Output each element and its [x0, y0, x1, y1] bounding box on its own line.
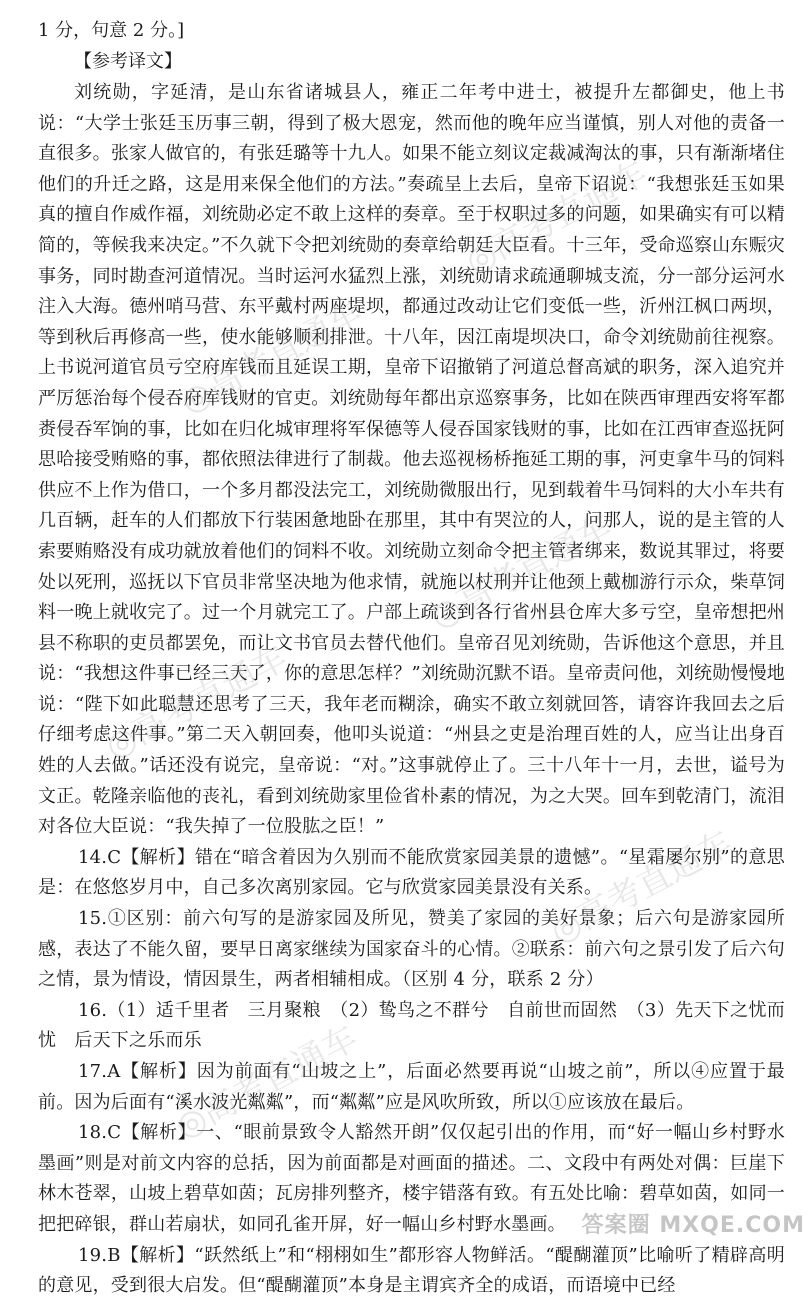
translation-paragraph: 刘统勋，字延清，是山东省诸城县人，雍正二年考中进士，被提升左都御史，他上书说：“大学士张廷玉历事三朝，得到了极大恩宠，然而他的晚年应当谨慎，别人对他的责备一直很多。张家人做官的，有张廷璐等十九人。如果不能立刻议定裁减淘汰的事，只有渐渐堵住他们的升迁之路，这是用来保全他们的方法。”奏疏呈上去后，皇帝下诏说：“我想张廷玉如果真的擅自作威作福，刘统勋必定不敢上这样的奏章。至于权职过多的问题，如果确实有可以精简的，等候我来决定。”不久就下令把刘统勋的奏章给朝廷大臣看。十三年，受命巡察山东赈灾事务，同时勘查河道情况。当时运河水猛烈上涨，刘统勋请求疏通聊城支流，分一部分运河水注入大海。德州哨马营、东平戴村两座堤坝，都通过改动让它们变低一些，沂州江枫口两坝，等到秋后再修高一些，使水能够顺利排泄。十八年，因江南堤坝决口，命令刘统勋前往视察。上书说河道官员亏空府库钱而且延误工期，皇帝下诏撤销了河道总督高斌的职务，深入追究并严厉惩治每个侵吞府库钱财的官吏。刘统勋每年都出京巡察事务，比如在陕西审理西安将军都赉侵吞军饷的事，比如在归化城审理将军保德等人侵吞国家钱财的事，比如在江西审查巡抚阿思哈接受贿赂的事，都依照法律进行了制裁。他去巡视杨桥拖延工期的事，河吏拿牛马的饲料供应不上作为借口，一个多月都没法完工，刘统勋微服出行，见到载着牛马饲料的大小车共有几百辆，赶车的人们都放下行装困惫地卧在那里，其中有哭泣的人，问那人，说的是主管的人索要贿赂没有成功就放着他们的饲料不收。刘统勋立刻命令把主管者绑来，数说其罪过，将要处以死刑，巡抚以下官员非常坚决地为他求情，就施以杖刑并让他颈上戴枷游行示众，柴草饲料一晚上就收完了。过一个月就完工了。户部上疏谈到各行省州县仓库大多亏空，皇帝想把州县不称职的吏员都罢免，而让文书官员去替代他们。皇帝召见刘统勋，告诉他这个意思，并且说：“我想这件事已经三天了，你的意思怎样？”刘统勋沉默不语。皇帝责问他，刘统勋慢慢地说：“陛下如此聪慧还思考了三天，我年老而糊涂，确实不敢立刻就回答，请容许我回去之后仔细考虑这件事。”第二天入朝回奏，他叩头说道：“州县之吏是治理百姓的人，应当让出身百姓的人去做。”话还没有说完，皇帝说：“对。”这事就停止了。三十八年十一月，去世，谥号为文正。乾隆亲临他的丧礼，看到刘统勋家里俭省朴素的情况，为之大哭。回车到乾清门，流泪对各位大臣说：“我失掉了一位股肱之臣！”	[38, 82, 785, 838]
watermark-stamp: ◎高考直通车	[98, 638, 295, 768]
answer-14: 14.C【解析】错在“暗含着因为久别而不能欣赏家园美景的遗憾”。“星霜屡尔别”的意思是：在悠悠岁月中，自己多次离别家园。它与欣赏家园美景没有关系。	[38, 846, 785, 899]
corner-logo-watermark: 答案圈 MXQE.COM	[581, 1213, 805, 1238]
answer-16: 16.（1）适千里者 三月聚粮 （2）鸷鸟之不群兮 自前世而固然 （3）先天下之忧而忧 后天下之乐而乐	[38, 999, 785, 1052]
answer-15: 15.①区别：前六句写的是游家园及所见，赞美了家园的美好景象；后六句是游家园所感，表达了不能久留，要早日离家继续为国家奋斗的心情。②联系：前六句之景引发了后六句之情，景为情设，情因景生，两者相辅相成。（区别 4 分，联系 2 分）	[38, 908, 785, 991]
watermark-stamp: ◎高考直通车	[173, 293, 370, 423]
watermark-stamp: ◎高考直通车	[168, 1018, 365, 1148]
reference-translation-heading: 【参考译文】	[74, 51, 182, 72]
answer-17: 17.A【解析】因为前面有“山坡之上”，后面必然要再说“山坡之前”，所以④应置于最前。因为后面有“溪水波光粼粼”，而“粼粼”应是风吹所致，所以①应该放在最后。	[38, 1061, 785, 1113]
watermark-stamp: ◎高考直通车	[543, 823, 740, 953]
answer-18: 18.C【解析】一、“眼前景致令人豁然开朗”仅仅起引出的作用，而“好一幅山乡村野水墨画”则是对前文内容的总括，因为前面都是对画面的描述。二、文段中有两处对偶：巨崖下林木苍翠，山坡上碧草如茵；瓦房排列整齐，楼宇错落有致。有五处比喻：碧草如茵，如同一把把碎银，群山若扇状，如同孔雀开屏，好一幅山乡村野水墨画。	[38, 1122, 785, 1235]
watermark-stamp: ◎高考直通车	[458, 153, 655, 283]
answer-19: 19.B【解析】“跃然纸上”和“栩栩如生”都形容人物鲜活。“醍醐灌顶”比喻听了精辟高明的意见，受到很大启发。但“醍醐灌顶”本身是主谓宾齐全的成语，而语境中已经	[38, 1244, 785, 1297]
previous-answer-tail: 1 分，句意 2 分。]	[38, 20, 185, 41]
watermark-stamp: ◎高考直通车	[423, 508, 620, 638]
